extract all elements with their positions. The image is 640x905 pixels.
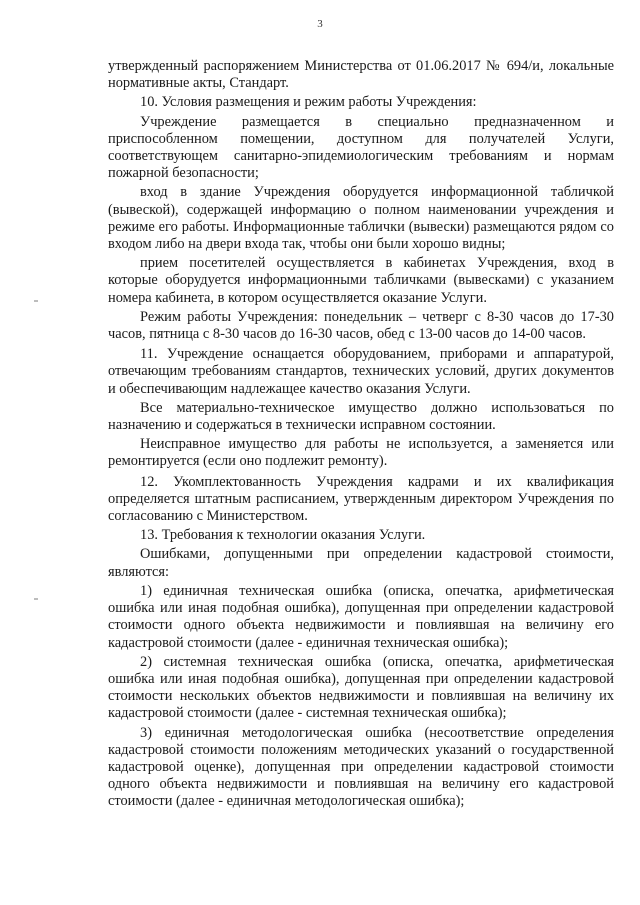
paragraph-errors-intro: Ошибками, допущенными при определении кадастровой стоимости, являются: bbox=[108, 546, 614, 580]
paragraph-working-hours: Режим работы Учреждения: понедельник – четверг с 8-30 часов до 17-30 часов, пятница с 8-30 часов до 16-30 часов, обед с 13-00 часов до 14-00 часов. bbox=[108, 308, 614, 343]
document-body bbox=[108, 58, 614, 813]
paragraph-continuation: утвержденный распоряжением Министерства от 01.06.2017 № 694/и, локальные нормативные акты, Стандарт. bbox=[108, 58, 614, 92]
paragraph-faulty-property: Неисправное имущество для работы не используется, а заменяется или ремонтируется (если оно подлежит ремонту). bbox=[108, 436, 614, 470]
list-item-error-2: 2) системная техническая ошибка (описка, опечатка, арифметическая ошибка или иная подобная ошибка), допущенная при определении кадастровой стоимости нескольких объектов недвижимости и повлиявшая на величину их кадастровой стоимости (далее - системная техническая ошибка); bbox=[108, 653, 614, 722]
paragraph-property-use: Все материально-техническое имущество должно использоваться по назначению и содержаться в технически исправном состоянии. bbox=[108, 399, 614, 434]
scan-margin-mark bbox=[34, 598, 38, 600]
scan-margin-mark bbox=[34, 300, 38, 302]
section-10-heading: 10. Условия размещения и режим работы Учреждения: bbox=[140, 94, 477, 111]
paragraph-entrance-sign: вход в здание Учреждения оборудуется информационной табличкой (вывеской), содержащей информацию о полном наименовании учреждения и режиме его работы. Информационные таблички (вывески) размещаются рядом со входом либо на двери входа так, чтобы они были хорошо видны; bbox=[108, 184, 614, 253]
paragraph-placement: Учреждение размещается в специально предназначенном и приспособленном помещении, доступном для получателей Услуги, соответствующем санитарно-эпидемиологическим требованиям и нормам пожарной безопасности; bbox=[108, 113, 614, 182]
page-number: 3 bbox=[317, 18, 323, 30]
section-11-equipment: 11. Учреждение оснащается оборудованием, приборами и аппаратурой, отвечающим требованиям стандартов, технических условий, других документов и обеспечивающим надлежащее качество оказания Услуги. bbox=[108, 346, 614, 397]
list-item-error-3: 3) единичная методологическая ошибка (несоответствие определения кадастровой стоимости положениям методических указаний о государственной кадастровой оценке), допущенная при определении кадастровой стоимости одного объекта недвижимости и повлиявшая на величину его кадастровой стоимости (далее - единичная методологическая ошибка); bbox=[108, 724, 614, 810]
paragraph-reception: прием посетителей осуществляется в кабинетах Учреждения, вход в которые оборудуется информационными табличками (вывесками) с указанием номера кабинета, в котором осуществляется оказание Услуги. bbox=[108, 255, 614, 306]
list-item-error-1: 1) единичная техническая ошибка (описка, опечатка, арифметическая ошибка или иная подобная ошибка), допущенная при определении кадастровой стоимости одного объекта недвижимости и повлиявшая на величину его кадастровой стоимости (далее - единичная техническая ошибка); bbox=[108, 582, 614, 651]
section-13-heading: 13. Требования к технологии оказания Услуги. bbox=[140, 527, 426, 544]
section-12-staffing: 12. Укомплектованность Учреждения кадрами и их квалификация определяется штатным расписанием, утвержденным директором Учреждения по согласованию с Министерством. bbox=[108, 473, 614, 525]
